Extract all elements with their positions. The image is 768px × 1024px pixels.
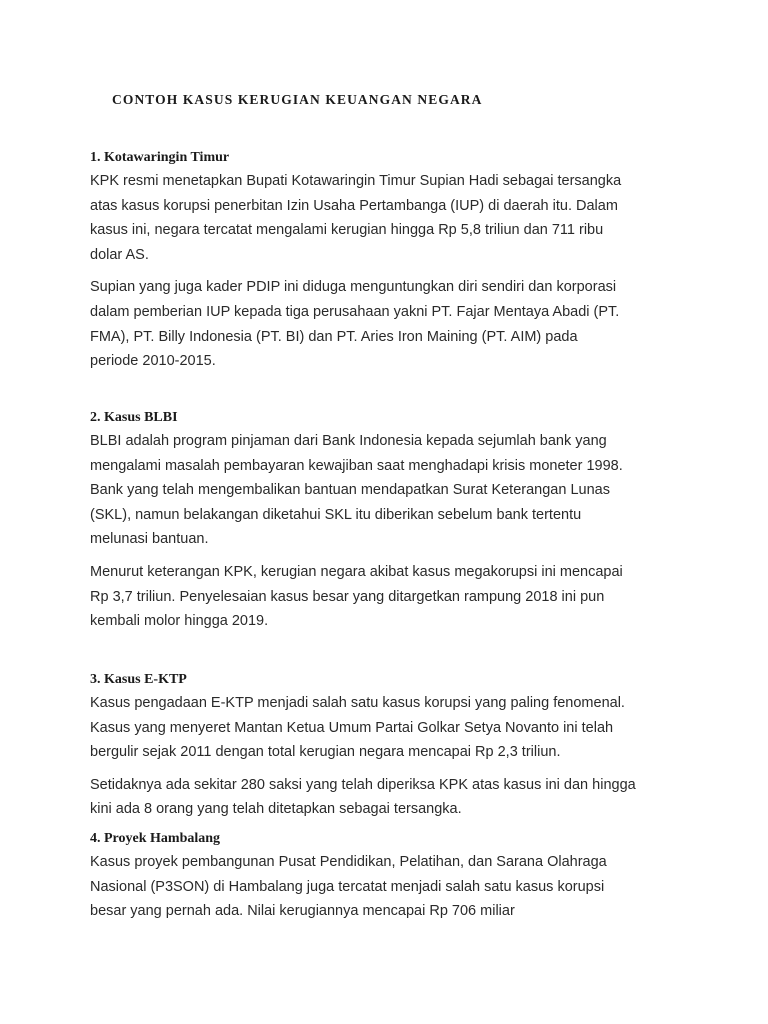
paragraph — [90, 429, 690, 552]
text-line: Kasus proyek pembangunan Pusat Pendidikan, Pelatihan, dan Sarana Olahraga — [90, 854, 607, 870]
text-line: Rp 3,7 triliun. Penyelesaian kasus besar yang ditargetkan rampung 2018 ini pun — [90, 588, 605, 605]
section-proyek-hambalang — [90, 827, 690, 924]
text-line: kembali molor hingga 2019. — [90, 613, 269, 630]
text-line: kini ada 8 orang yang telah ditetapkan sebagai tersangka. — [90, 801, 462, 818]
text-line: besar yang pernah ada. Nilai kerugiannya mencapai Rp 706 miliar — [90, 903, 515, 920]
paragraph — [90, 850, 690, 924]
paragraph — [90, 773, 690, 822]
text-line: dolar AS. — [90, 246, 149, 263]
text-line: melunasi bantuan. — [90, 531, 209, 548]
text-line: dalam pemberian IUP kepada tiga perusahaan yakni PT. Fajar Mentaya Abadi (PT. — [90, 303, 620, 320]
section-heading: 4. Proyek Hambalang — [90, 831, 221, 846]
document-title: CONTOH KASUS KERUGIAN KEUANGAN NEGARA — [112, 92, 483, 107]
paragraph — [90, 560, 690, 634]
section-kasus-blbi — [90, 406, 690, 634]
text-line: Bank yang telah mengembalikan bantuan mendapatkan Surat Keterangan Lunas — [90, 482, 610, 499]
text-line: kasus ini, negara tercatat mengalami kerugian hingga Rp 5,8 triliun dan 711 ribu — [90, 222, 604, 239]
paragraph — [90, 691, 690, 765]
text-line: Kasus yang menyeret Mantan Ketua Umum Partai Golkar Setya Novanto ini telah — [90, 719, 614, 736]
text-line: periode 2010-2015. — [90, 353, 216, 370]
text-line: Kasus pengadaan E-KTP menjadi salah satu kasus korupsi yang paling fenomenal. — [90, 695, 625, 711]
section-heading: 2. Kasus BLBI — [90, 410, 178, 425]
section-kotawaringin-timur — [90, 146, 690, 374]
paragraph — [90, 275, 690, 373]
text-line: BLBI adalah program pinjaman dari Bank Indonesia kepada sejumlah bank yang — [90, 433, 607, 449]
section-heading: 3. Kasus E-KTP — [90, 672, 187, 687]
text-line: Menurut keterangan KPK, kerugian negara akibat kasus megakorupsi ini mencapai — [90, 563, 623, 580]
text-line: bergulir sejak 2011 dengan total kerugian negara mencapai Rp 2,3 triliun. — [90, 744, 561, 761]
section-kasus-e-ktp — [90, 668, 690, 822]
section-heading: 1. Kotawaringin Timur — [90, 150, 230, 165]
text-line: Supian yang juga kader PDIP ini diduga menguntungkan diri sendiri dan korporasi — [90, 279, 617, 296]
text-line: KPK resmi menetapkan Bupati Kotawaringin Timur Supian Hadi sebagai tersangka — [90, 173, 622, 189]
text-line: Nasional (P3SON) di Hambalang juga tercatat menjadi salah satu kasus korupsi — [90, 878, 605, 895]
text-line: mengalami masalah pembayaran kewajiban saat menghadapi krisis moneter 1998. — [90, 457, 623, 474]
text-line: Setidaknya ada sekitar 280 saksi yang telah diperiksa KPK atas kasus ini dan hingga — [90, 776, 636, 793]
text-line: atas kasus korupsi penerbitan Izin Usaha Pertambanga (IUP) di daerah itu. Dalam — [90, 197, 618, 214]
text-line: (SKL), namun belakangan diketahui SKL itu diberikan sebelum bank tertentu — [90, 506, 582, 523]
paragraph — [90, 169, 690, 267]
text-line: FMA), PT. Billy Indonesia (PT. BI) dan PT. Aries Iron Maining (PT. AIM) pada — [90, 328, 578, 345]
